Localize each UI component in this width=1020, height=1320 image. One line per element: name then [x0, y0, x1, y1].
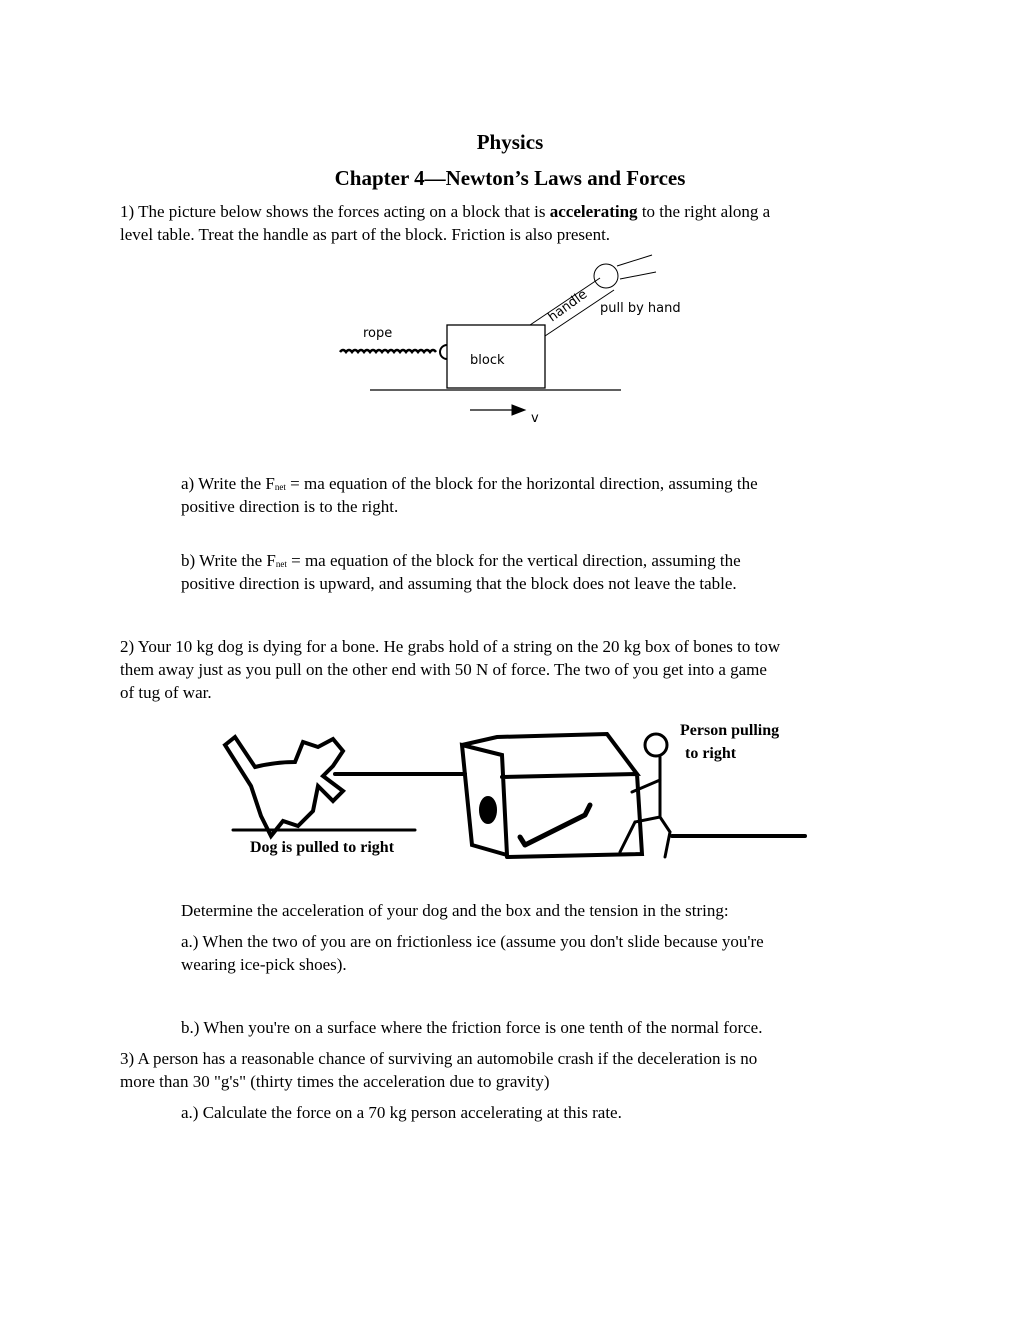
q3a-line: a.) Calculate the force on a 70 kg person accelerating at this rate. — [181, 1103, 622, 1122]
q1b-text: b) Write the F — [181, 551, 276, 570]
q1a-line2: positive direction is to the right. — [181, 497, 399, 516]
q2b-line: b.) When you're on a surface where the friction force is one tenth of the normal force. — [181, 1018, 763, 1037]
paw-print — [481, 798, 495, 822]
q2-prompt: Determine the acceleration of your dog and the box and the tension in the string: — [181, 901, 729, 920]
rope-knot — [440, 345, 447, 359]
net-subscript: net — [274, 482, 286, 492]
q2a-line: a.) When the two of you are on frictionless ice (assume you don't slide because you're — [181, 932, 764, 951]
block-label: block — [470, 353, 505, 368]
q1-bold: accelerating — [549, 202, 638, 221]
q2-line: them away just as you pull on the other end with 50 N of force. The two of you get into a game — [120, 660, 767, 679]
net-subscript: net — [275, 559, 287, 569]
bone-shape — [520, 805, 590, 845]
arrow-head — [512, 405, 525, 415]
q3-line: more than 30 "g's" (thirty times the acceleration due to gravity) — [120, 1072, 550, 1091]
q1a-text-end: = ma equation of the block for the horizontal direction, assuming the — [285, 474, 758, 493]
rope-shape — [340, 350, 436, 352]
q1-line2: level table. Treat the handle as part of the block. Friction is also present. — [120, 225, 611, 244]
q2-line: 2) Your 10 kg dog is dying for a bone. He grabs hold of a string on the 20 kg box of bones to tow — [120, 637, 781, 656]
q1b-text-end: = ma equation of the block for the vertical direction, assuming the — [286, 551, 741, 570]
q3-line: 3) A person has a reasonable chance of surviving an automobile crash if the deceleration is no — [120, 1049, 758, 1068]
arm-line — [617, 255, 652, 266]
handle-label: handle — [545, 287, 591, 326]
velocity-label: v — [531, 411, 539, 426]
person-head — [645, 734, 667, 756]
rope-label: rope — [363, 326, 393, 341]
chapter-title: Chapter 4—Newton’s Laws and Forces — [334, 166, 686, 190]
dog-shape — [225, 737, 343, 836]
pull-label: pull by hand — [600, 301, 681, 316]
q1-text: 1) The picture below shows the forces acting on a block that is — [120, 202, 550, 221]
person-label-1: Person pulling — [680, 722, 780, 739]
hand-shape — [594, 264, 618, 288]
q2a-line: wearing ice-pick shoes). — [181, 955, 347, 974]
q2-line: of tug of war. — [120, 683, 212, 702]
box-shape — [462, 734, 642, 857]
q1b-line2: positive direction is upward, and assuming that the block does not leave the table. — [181, 574, 737, 593]
dog-label: Dog is pulled to right — [250, 839, 395, 856]
q1a-text: a) Write the F — [181, 474, 275, 493]
person-label-2: to right — [685, 745, 737, 762]
page-title: Physics — [476, 130, 544, 154]
arm-line — [620, 272, 656, 279]
person-body — [620, 757, 670, 857]
q1-text-end: to the right along a — [637, 202, 771, 221]
